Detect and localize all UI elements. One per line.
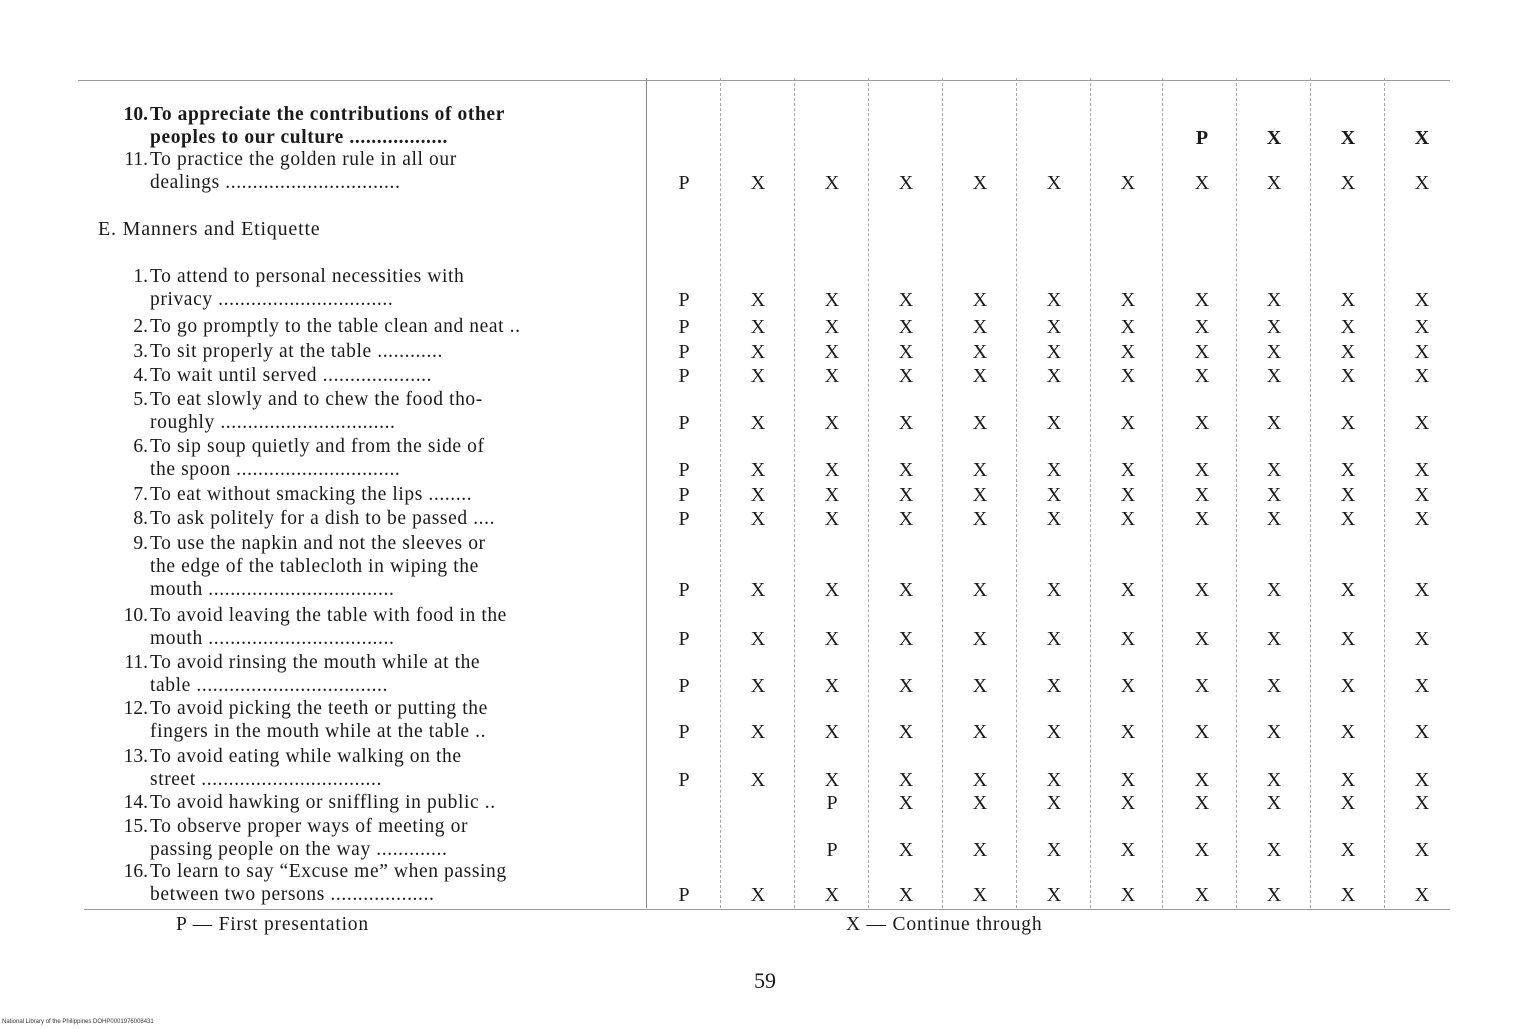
grade-mark: X (1414, 508, 1430, 530)
item-text-line: To use the napkin and not the sleeves or (150, 533, 486, 554)
grade-mark: X (1414, 628, 1430, 650)
grade-mark: X (1046, 459, 1062, 481)
grade-mark: X (1414, 884, 1430, 906)
grade-mark: X (750, 508, 766, 530)
grade-mark: X (972, 884, 988, 906)
grade-mark: X (1194, 839, 1210, 861)
item-number: 5. (133, 389, 148, 410)
grade-mark: X (898, 675, 914, 697)
grade-mark: P (678, 289, 690, 311)
grade-mark: X (1120, 484, 1136, 506)
grade-mark: X (1340, 721, 1356, 743)
grade-mark: X (1266, 792, 1282, 814)
grade-mark: X (898, 884, 914, 906)
grade-mark: X (1046, 792, 1062, 814)
grade-mark: X (1414, 769, 1430, 791)
top-rule (78, 80, 1450, 81)
item-text-line: To avoid picking the teeth or putting the (150, 698, 488, 719)
grade-mark: X (1266, 769, 1282, 791)
item-text-line: To sit properly at the table ............ (150, 341, 443, 362)
grade-mark: X (898, 721, 914, 743)
grade-mark: X (898, 839, 914, 861)
item-text-line: dealings ................................ (150, 172, 401, 193)
grade-mark: X (1340, 884, 1356, 906)
grade-mark: P (678, 508, 690, 530)
grade-mark: X (898, 579, 914, 601)
grade-mark: X (1266, 365, 1282, 387)
grade-mark: X (824, 721, 840, 743)
grade-mark: X (1194, 365, 1210, 387)
grade-mark: X (1266, 341, 1282, 363)
grade-mark: X (1340, 484, 1356, 506)
grade-mark: X (1266, 884, 1282, 906)
item-number: 11. (124, 652, 148, 673)
item-number: 12. (123, 698, 148, 719)
grade-mark: P (678, 459, 690, 481)
item-number: 10. (123, 104, 148, 125)
grade-mark: X (824, 341, 840, 363)
legend-first-presentation: P — First presentation (176, 914, 369, 935)
grade-mark: X (972, 484, 988, 506)
grade-mark: X (1120, 579, 1136, 601)
grade-mark: X (1194, 289, 1210, 311)
item-text-line: To sip soup quietly and from the side of (150, 436, 485, 457)
column-divider (1384, 78, 1385, 908)
item-text-line: the edge of the tablecloth in wiping the (150, 556, 479, 577)
item-text-line: To eat slowly and to chew the food tho- (150, 389, 483, 410)
grade-mark: X (1194, 675, 1210, 697)
grade-mark: P (826, 792, 838, 814)
grade-mark: X (972, 508, 988, 530)
library-footer: National Library of the Philippines DOHP0001976008431 (2, 1019, 154, 1025)
grade-mark: X (1340, 289, 1356, 311)
grade-mark: X (972, 769, 988, 791)
grade-mark: X (1120, 792, 1136, 814)
grade-mark: X (1046, 365, 1062, 387)
grade-mark: X (1266, 839, 1282, 861)
grade-mark: X (750, 172, 766, 194)
grade-mark: X (1340, 508, 1356, 530)
item-text-line: peoples to our culture .................. (150, 127, 448, 148)
grade-mark: X (1120, 508, 1136, 530)
grade-mark: X (1046, 172, 1062, 194)
grade-mark: X (750, 412, 766, 434)
grade-mark: X (898, 172, 914, 194)
grade-mark: X (972, 341, 988, 363)
grade-mark: X (750, 884, 766, 906)
grade-mark: X (824, 484, 840, 506)
grade-mark: X (1194, 412, 1210, 434)
grade-mark: X (824, 675, 840, 697)
item-text-line: To avoid leaving the table with food in the (150, 605, 507, 626)
grade-mark: X (1340, 316, 1356, 338)
column-divider (942, 78, 943, 908)
grade-mark: X (1046, 508, 1062, 530)
item-text-line: between two persons ................... (150, 884, 435, 905)
grade-mark: X (1194, 459, 1210, 481)
column-divider (1016, 78, 1017, 908)
grade-mark: X (1194, 316, 1210, 338)
item-text-line: fingers in the mouth while at the table .. (150, 721, 487, 742)
item-number: 16. (123, 861, 148, 882)
grade-mark: X (750, 289, 766, 311)
grade-mark: X (1046, 579, 1062, 601)
grade-mark: X (1414, 839, 1430, 861)
grade-mark: X (1046, 839, 1062, 861)
grade-mark: X (1414, 721, 1430, 743)
item-number: 4. (133, 365, 148, 386)
grade-mark: X (1046, 675, 1062, 697)
grade-mark: X (750, 341, 766, 363)
grade-mark: X (1266, 412, 1282, 434)
grade-mark: X (1266, 721, 1282, 743)
column-divider (720, 78, 721, 908)
grade-mark: X (1120, 459, 1136, 481)
grade-mark: X (1120, 172, 1136, 194)
grade-mark: X (1120, 412, 1136, 434)
item-text-line: To go promptly to the table clean and neat .. (150, 316, 521, 337)
grade-mark: X (1414, 675, 1430, 697)
item-text-line: To avoid hawking or sniffling in public .. (150, 792, 496, 813)
grade-mark: X (972, 721, 988, 743)
grade-mark: X (1194, 721, 1210, 743)
grade-mark: P (678, 484, 690, 506)
grade-mark: X (824, 172, 840, 194)
grade-mark: P (678, 316, 690, 338)
grade-mark: X (1340, 579, 1356, 601)
column-divider (1162, 78, 1163, 908)
item-text-line: table ................................... (150, 675, 388, 696)
grade-mark: X (824, 316, 840, 338)
item-number: 15. (123, 816, 148, 837)
grade-mark: X (750, 721, 766, 743)
grade-mark: X (1194, 508, 1210, 530)
item-text-line: To appreciate the contributions of other (150, 104, 505, 125)
grade-mark: X (1340, 769, 1356, 791)
grade-mark: X (750, 675, 766, 697)
grade-mark: X (898, 316, 914, 338)
grade-mark: X (750, 769, 766, 791)
grade-mark: X (1046, 412, 1062, 434)
grade-mark: X (1266, 675, 1282, 697)
grade-mark: X (1340, 839, 1356, 861)
grade-mark: P (678, 579, 690, 601)
grade-mark: X (1414, 459, 1430, 481)
grade-mark: X (1046, 884, 1062, 906)
grade-mark: P (678, 675, 690, 697)
grade-mark: X (750, 484, 766, 506)
grade-mark: X (824, 365, 840, 387)
grade-mark: P (678, 341, 690, 363)
item-text-line: To learn to say “Excuse me” when passing (150, 861, 507, 882)
grade-mark: X (1194, 172, 1210, 194)
grade-mark: X (972, 628, 988, 650)
grade-mark: X (750, 316, 766, 338)
grade-mark: X (824, 289, 840, 311)
grade-mark: X (898, 792, 914, 814)
column-divider (646, 78, 647, 908)
grade-mark: X (1120, 839, 1136, 861)
grade-mark: X (824, 508, 840, 530)
item-number: 7. (133, 484, 148, 505)
grade-mark: X (1120, 365, 1136, 387)
grade-mark: X (1046, 484, 1062, 506)
grade-mark: P (678, 628, 690, 650)
grade-mark: P (678, 172, 690, 194)
item-text-line: To avoid rinsing the mouth while at the (150, 652, 481, 673)
grade-mark: P (678, 884, 690, 906)
grade-mark: X (824, 579, 840, 601)
item-text-line: To avoid eating while walking on the (150, 746, 462, 767)
grade-mark: X (898, 484, 914, 506)
grade-mark: X (824, 628, 840, 650)
grade-mark: X (1340, 459, 1356, 481)
item-number: 11. (124, 149, 148, 170)
grade-mark: X (750, 628, 766, 650)
grade-mark: X (1194, 579, 1210, 601)
grade-mark: X (972, 289, 988, 311)
grade-mark: X (1046, 721, 1062, 743)
grade-mark: X (1046, 316, 1062, 338)
grade-mark: X (1120, 769, 1136, 791)
column-divider (868, 78, 869, 908)
grade-mark: X (1046, 341, 1062, 363)
grade-mark: X (1414, 792, 1430, 814)
item-text-line: To attend to personal necessities with (150, 266, 465, 287)
grade-mark: X (898, 628, 914, 650)
item-text-line: mouth .................................. (150, 579, 395, 600)
grade-mark: X (972, 579, 988, 601)
grade-mark: X (1266, 579, 1282, 601)
grade-mark: P (678, 769, 690, 791)
grade-mark: X (1414, 127, 1430, 149)
grade-mark: X (1340, 792, 1356, 814)
grade-mark: X (1266, 459, 1282, 481)
grade-mark: X (1120, 316, 1136, 338)
grade-mark: X (898, 341, 914, 363)
grade-mark: X (972, 675, 988, 697)
grade-mark: X (1120, 675, 1136, 697)
grade-mark: X (1194, 792, 1210, 814)
grade-mark: X (898, 459, 914, 481)
grade-mark: X (1120, 721, 1136, 743)
column-divider (1090, 78, 1091, 908)
grade-mark: X (824, 769, 840, 791)
grade-mark: X (1414, 365, 1430, 387)
grade-mark: X (1340, 365, 1356, 387)
grade-mark: X (1194, 884, 1210, 906)
item-number: 3. (133, 341, 148, 362)
grade-mark: X (1414, 579, 1430, 601)
grade-mark: X (1046, 289, 1062, 311)
item-text-line: street ................................. (150, 769, 382, 790)
grade-mark: X (972, 172, 988, 194)
grade-mark: X (1120, 628, 1136, 650)
grade-mark: X (1120, 341, 1136, 363)
grade-mark: X (1046, 769, 1062, 791)
item-number: 6. (133, 436, 148, 457)
column-divider (1310, 78, 1311, 908)
grade-mark: X (1046, 628, 1062, 650)
item-text-line: To practice the golden rule in all our (150, 149, 457, 170)
section-heading: E. Manners and Etiquette (98, 218, 321, 240)
grade-mark: X (824, 412, 840, 434)
grade-mark: X (972, 365, 988, 387)
item-number: 8. (133, 508, 148, 529)
grade-mark: X (1266, 172, 1282, 194)
grade-mark: X (972, 792, 988, 814)
grade-mark: X (750, 365, 766, 387)
grade-mark: X (1414, 484, 1430, 506)
grade-mark: X (1340, 341, 1356, 363)
legend-continue-through: X — Continue through (846, 914, 1043, 935)
grade-mark: X (1340, 628, 1356, 650)
item-number: 14. (123, 792, 148, 813)
grade-mark: P (678, 412, 690, 434)
item-number: 9. (133, 533, 148, 554)
item-text-line: To eat without smacking the lips ........ (150, 484, 473, 505)
grade-mark: X (972, 412, 988, 434)
grade-mark: X (1414, 289, 1430, 311)
grade-mark: X (824, 884, 840, 906)
grade-mark: X (750, 579, 766, 601)
page-number: 59 (754, 968, 776, 993)
grade-mark: X (1194, 341, 1210, 363)
grade-mark: X (1120, 289, 1136, 311)
grade-mark: X (1414, 412, 1430, 434)
grade-mark: X (1194, 484, 1210, 506)
grade-mark: X (1266, 484, 1282, 506)
grade-mark: X (972, 459, 988, 481)
grade-mark: X (898, 289, 914, 311)
item-text-line: the spoon .............................. (150, 459, 401, 480)
grade-mark: X (1340, 172, 1356, 194)
grade-mark: X (1266, 508, 1282, 530)
grade-mark: X (898, 508, 914, 530)
item-text-line: To wait until served .................... (150, 365, 433, 386)
grade-mark: P (678, 721, 690, 743)
bottom-rule (84, 909, 1450, 910)
grade-mark: X (1414, 316, 1430, 338)
item-text-line: roughly ................................ (150, 412, 396, 433)
grade-mark: X (972, 316, 988, 338)
item-text-line: To observe proper ways of meeting or (150, 816, 469, 837)
grade-mark: X (1266, 628, 1282, 650)
grade-mark: X (1414, 341, 1430, 363)
grade-mark: X (972, 839, 988, 861)
grade-mark: X (1266, 127, 1282, 149)
grade-mark: X (1414, 172, 1430, 194)
grade-mark: X (1194, 628, 1210, 650)
column-divider (794, 78, 795, 908)
item-text-line: To ask politely for a dish to be passed .... (150, 508, 496, 529)
item-number: 2. (133, 316, 148, 337)
grade-mark: P (1195, 127, 1209, 149)
item-text-line: privacy ................................ (150, 289, 394, 310)
grade-mark: X (1340, 412, 1356, 434)
item-text-line: passing people on the way ............. (150, 839, 448, 860)
item-number: 13. (123, 746, 148, 767)
grade-mark: X (1120, 884, 1136, 906)
column-divider (1236, 78, 1237, 908)
grade-mark: X (1340, 675, 1356, 697)
grade-mark: P (678, 365, 690, 387)
item-text-line: mouth .................................. (150, 628, 395, 649)
item-number: 10. (123, 605, 148, 626)
grade-mark: X (1266, 316, 1282, 338)
grade-mark: X (898, 365, 914, 387)
grade-mark: X (824, 459, 840, 481)
grade-mark: X (750, 459, 766, 481)
grade-mark: P (826, 839, 838, 861)
grade-mark: X (898, 769, 914, 791)
grade-mark: X (1194, 769, 1210, 791)
grade-mark: X (898, 412, 914, 434)
grade-mark: X (1266, 289, 1282, 311)
item-number: 1. (133, 266, 148, 287)
grade-mark: X (1340, 127, 1356, 149)
